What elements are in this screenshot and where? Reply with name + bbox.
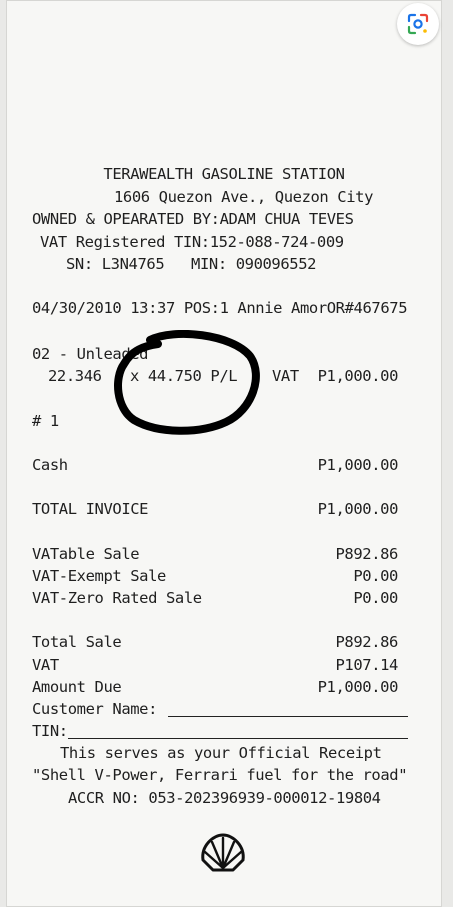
customer-tin-label: TIN: bbox=[32, 722, 68, 740]
line-amount: P1,000.00 bbox=[317, 367, 398, 385]
amount-due-label: Amount Due bbox=[32, 678, 122, 696]
vatable-sale-value: P892.86 bbox=[335, 545, 398, 563]
receipt bbox=[6, 0, 442, 907]
customer-tin-rule bbox=[68, 738, 408, 739]
item-count: # 1 bbox=[32, 412, 59, 430]
vatable-sale-label: VATable Sale bbox=[32, 545, 140, 563]
total-sale-label: Total Sale bbox=[32, 633, 122, 651]
total-invoice-label: TOTAL INVOICE bbox=[32, 500, 149, 518]
vat-exempt-value: P0.00 bbox=[353, 567, 398, 585]
vat-tag: VAT bbox=[272, 367, 299, 385]
vat-value: P107.14 bbox=[335, 656, 398, 674]
owner-line: OWNED & OPEARATED BY:ADAM CHUA TEVES bbox=[32, 210, 354, 228]
vat-exempt-label: VAT-Exempt Sale bbox=[32, 567, 166, 585]
slogan: "Shell V-Power, Ferrari fuel for the road" bbox=[32, 766, 408, 784]
product-line: 02 - Unleaded bbox=[32, 345, 149, 363]
cash-value: P1,000.00 bbox=[317, 456, 398, 474]
station-address: 1606 Quezon Ave., Quezon City bbox=[114, 188, 374, 206]
liters-value: 22.346 bbox=[48, 367, 102, 385]
shell-logo-icon bbox=[199, 832, 247, 874]
total-invoice-value: P1,000.00 bbox=[317, 500, 398, 518]
price-per-liter: x 44.750 P/L bbox=[130, 367, 238, 385]
lens-search-button[interactable] bbox=[397, 3, 439, 45]
vat-zero-value: P0.00 bbox=[353, 589, 398, 607]
lens-search-icon bbox=[407, 13, 429, 35]
total-sale-value: P892.86 bbox=[335, 633, 398, 651]
customer-name-rule bbox=[168, 716, 408, 717]
vat-label: VAT bbox=[32, 656, 59, 674]
marker-circle bbox=[114, 330, 260, 436]
sn-min-line: SN: L3N4765 MIN: 090096552 bbox=[66, 255, 317, 273]
datetime-pos-line: 04/30/2010 13:37 POS:1 Annie AmorOR#467675 bbox=[32, 299, 408, 317]
station-name: TERAWEALTH GASOLINE STATION bbox=[103, 165, 345, 183]
amount-due-value: P1,000.00 bbox=[317, 678, 398, 696]
vat-zero-label: VAT-Zero Rated Sale bbox=[32, 589, 202, 607]
cash-label: Cash bbox=[32, 456, 68, 474]
official-receipt-note: This serves as your Official Receipt bbox=[60, 744, 382, 762]
customer-name-label: Customer Name: bbox=[32, 700, 158, 718]
vat-tin-line: VAT Registered TIN:152-088-724-009 bbox=[40, 233, 344, 251]
accr-number: ACCR NO: 053-202396939-000012-19804 bbox=[68, 789, 381, 807]
